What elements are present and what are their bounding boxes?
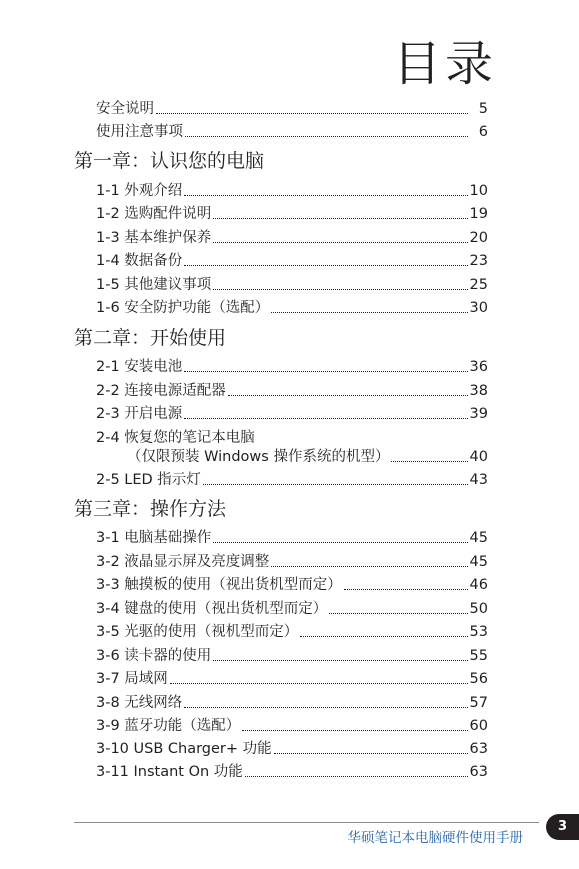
page-title: 目录 — [392, 36, 497, 92]
dot-leader — [184, 707, 467, 708]
toc-entry-page: 40 — [469, 449, 488, 465]
toc-entry[interactable] — [96, 203, 488, 225]
toc-entry-page: 25 — [469, 277, 488, 293]
toc-entry-label: 1-2 选购配件说明 — [96, 206, 212, 222]
footer-divider — [74, 822, 539, 823]
page-number-badge: 3 — [546, 814, 579, 840]
toc-entry[interactable] — [96, 527, 488, 549]
dot-leader — [156, 113, 468, 114]
toc-entry[interactable] — [96, 250, 488, 272]
toc-entry-page: 20 — [469, 230, 488, 246]
toc-entry-label: 3-4 键盘的使用（视出货机型而定） — [96, 601, 328, 617]
toc-entry-label: 3-11 Instant On 功能 — [96, 764, 243, 780]
toc-entry-label: 2-4 恢复您的笔记本电脑 — [96, 430, 255, 446]
toc-entry[interactable] — [96, 692, 488, 714]
toc-entry[interactable] — [96, 574, 488, 596]
toc-entry[interactable] — [96, 645, 488, 667]
toc-entry-label: 3-6 读卡器的使用 — [96, 648, 212, 664]
toc-entry-label: 2-3 开启电源 — [96, 406, 183, 422]
toc-entry-label: 3-7 局域网 — [96, 671, 168, 687]
dot-leader — [271, 312, 467, 313]
dot-leader — [213, 289, 467, 290]
toc-entry[interactable] — [127, 446, 488, 468]
toc-entry-label: 3-10 USB Charger+ 功能 — [96, 741, 272, 757]
toc-entry-page: 57 — [469, 695, 488, 711]
toc-entry[interactable] — [96, 738, 488, 760]
dot-leader — [274, 753, 468, 754]
dot-leader — [213, 242, 467, 243]
toc-entry-page: 19 — [469, 206, 488, 222]
toc-entry[interactable] — [96, 469, 488, 491]
toc-entry[interactable] — [96, 356, 488, 378]
toc-entry[interactable] — [96, 274, 488, 296]
dot-leader — [242, 730, 467, 731]
dot-leader — [185, 136, 468, 137]
dot-leader — [228, 395, 468, 396]
toc-entry[interactable] — [96, 380, 488, 402]
dot-leader — [213, 660, 467, 661]
toc-entry-page: 53 — [469, 624, 488, 640]
toc-entry[interactable] — [96, 121, 488, 143]
dot-leader — [245, 776, 468, 777]
toc-entry-page: 43 — [469, 472, 488, 488]
dot-leader — [184, 418, 467, 419]
toc-entry[interactable] — [96, 598, 488, 620]
toc-entry-label: （仅限预装 Windows 操作系统的机型） — [127, 449, 390, 465]
toc-entry-page: 10 — [469, 183, 488, 199]
toc-entry[interactable] — [96, 180, 488, 202]
toc-entry-page: 30 — [469, 300, 488, 316]
toc-entry-page: 60 — [469, 718, 488, 734]
toc-entry-page: 46 — [469, 577, 488, 593]
toc-entry-page: 55 — [469, 648, 488, 664]
toc-entry-page: 56 — [469, 671, 488, 687]
toc-entry-label: 1-4 数据备份 — [96, 253, 183, 269]
chapter-heading[interactable]: 第二章：开始使用 — [74, 327, 227, 349]
dot-leader — [300, 636, 467, 637]
toc-entry-page: 5 — [478, 101, 488, 117]
chapter-heading[interactable]: 第三章：操作方法 — [74, 498, 227, 520]
dot-leader — [184, 371, 467, 372]
toc-entry-label: 1-1 外观介绍 — [96, 183, 183, 199]
toc-entry-label: 安全说明 — [96, 101, 154, 117]
toc-entry-page: 39 — [469, 406, 488, 422]
toc-entry-label: 使用注意事项 — [96, 124, 183, 140]
toc-entry[interactable] — [96, 761, 488, 783]
toc-entry[interactable] — [96, 98, 488, 120]
dot-leader — [344, 589, 468, 590]
dot-leader — [203, 484, 468, 485]
toc-entry[interactable] — [96, 227, 488, 249]
toc-entry-page: 36 — [469, 359, 488, 375]
toc-entry-label: 2-2 连接电源适配器 — [96, 383, 226, 399]
toc-entry-page: 63 — [469, 764, 488, 780]
toc-entry-label: 3-1 电脑基础操作 — [96, 530, 212, 546]
toc-entry-label: 3-2 液晶显示屏及亮度调整 — [96, 554, 270, 570]
toc-entry[interactable] — [96, 668, 488, 690]
toc-entry[interactable] — [96, 551, 488, 573]
toc-entry-label: 1-3 基本维护保养 — [96, 230, 212, 246]
dot-leader — [170, 683, 468, 684]
dot-leader — [213, 218, 467, 219]
toc-entry-page: 6 — [478, 124, 488, 140]
footer-manual-title: 华硕笔记本电脑硬件使用手册 — [347, 830, 523, 846]
toc-entry-page: 45 — [469, 530, 488, 546]
toc-entry-label: 1-5 其他建议事项 — [96, 277, 212, 293]
toc-entry-label: 3-5 光驱的使用（视机型而定） — [96, 624, 299, 640]
toc-entry[interactable] — [96, 621, 488, 643]
toc-entry-page: 63 — [469, 741, 488, 757]
toc-entry-page: 23 — [469, 253, 488, 269]
toc-entry-page: 50 — [469, 601, 488, 617]
toc-entry-page: 38 — [469, 383, 488, 399]
dot-leader — [213, 542, 467, 543]
chapter-heading[interactable]: 第一章：认识您的电脑 — [74, 150, 265, 172]
toc-entry-page: 45 — [469, 554, 488, 570]
dot-leader — [184, 195, 467, 196]
toc-entry-label: 3-8 无线网络 — [96, 695, 183, 711]
toc-entry[interactable] — [96, 715, 488, 737]
dot-leader — [184, 265, 467, 266]
toc-entry-label: 3-3 触摸板的使用（视出货机型而定） — [96, 577, 342, 593]
toc-entry-label: 3-9 蓝牙功能（选配） — [96, 718, 241, 734]
dot-leader — [329, 613, 467, 614]
toc-entry-label: 2-1 安装电池 — [96, 359, 183, 375]
toc-entry[interactable] — [96, 297, 488, 319]
dot-leader — [391, 461, 467, 462]
toc-entry-label: 1-6 安全防护功能（选配） — [96, 300, 270, 316]
toc-entry-label: 2-5 LED 指示灯 — [96, 472, 201, 488]
dot-leader — [271, 566, 467, 567]
toc-entry[interactable] — [96, 403, 488, 425]
